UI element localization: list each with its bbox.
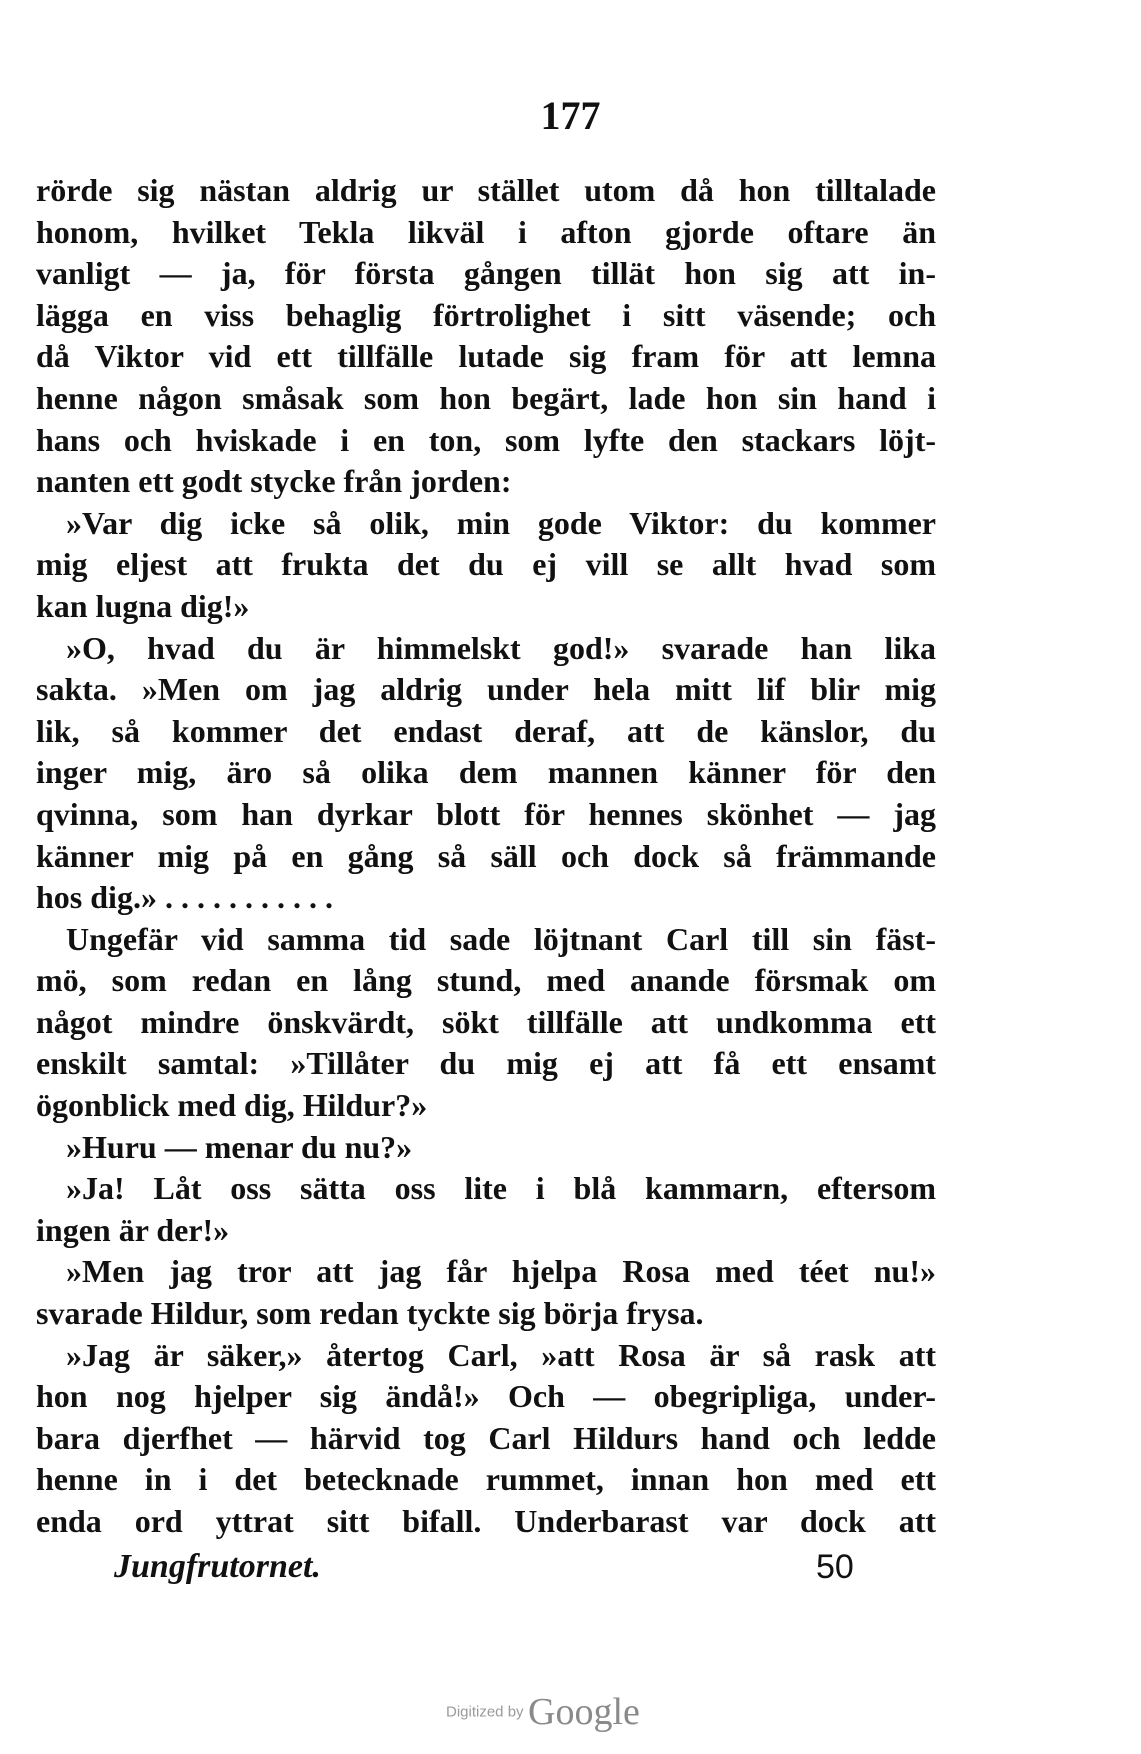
text-line: »Jag är säker,» återtog Carl, »att Rosa är så rask att <box>66 1336 936 1373</box>
text-line: något mindre önskvärdt, sökt tillfälle att undkomma ett <box>36 1003 936 1040</box>
text-line: hos dig.» . . . . . . . . . . . <box>36 879 333 916</box>
page-footer <box>36 1548 936 1598</box>
text-line: rörde sig nästan aldrig ur stället utom då hon tilltalade <box>36 172 936 208</box>
text-line: kan lugna dig!» <box>36 587 250 624</box>
text-line: svarade Hildur, som redan tyckte sig börja frysa. <box>36 1295 704 1332</box>
watermark-brand: Google <box>528 1691 640 1733</box>
signature-number: 50 <box>816 1548 854 1586</box>
text-line: då Viktor vid ett tillfälle lutade sig fram för att lemna <box>36 338 936 375</box>
text-line: »Var dig icke så olik, min gode Viktor: du kommer <box>66 504 936 541</box>
text-line: »Ja! Låt oss sätta oss lite i blå kammarn, eftersom <box>66 1170 936 1207</box>
text-line: Ungefär vid samma tid sade löjtnant Carl till sin fäst- <box>66 920 936 957</box>
text-line: ögonblick med dig, Hildur?» <box>36 1087 428 1124</box>
text-line: lägga en viss behaglig förtrolighet i sitt väsende; och <box>36 296 936 333</box>
text-line: henne någon småsak som hon begärt, lade hon sin hand i <box>36 379 936 416</box>
text-line: hon nog hjelper sig ändå!» Och — obegripliga, under- <box>36 1378 936 1415</box>
text-line: henne in i det betecknade rummet, innan hon med ett <box>36 1461 936 1498</box>
text-line: sakta. »Men om jag aldrig under hela mitt lif blir mig <box>36 671 936 708</box>
text-line: känner mig på en gång så säll och dock så främmande <box>36 837 936 874</box>
digitized-watermark <box>446 1690 640 1740</box>
text-line: lik, så kommer det endast deraf, att de känslor, du <box>36 712 936 749</box>
text-line: nanten ett godt stycke från jorden: <box>36 463 512 500</box>
text-line: hans och hviskade i en ton, som lyfte den stackars löjt- <box>36 421 936 458</box>
text-line: enda ord yttrat sitt bifall. Underbarast var dock att <box>36 1503 936 1539</box>
text-line: bara djerfhet — härvid tog Carl Hildurs hand och ledde <box>36 1419 936 1456</box>
text-line: honom, hvilket Tekla likväl i afton gjorde oftare än <box>36 213 936 250</box>
text-line: enskilt samtal: »Tillåter du mig ej att få ett ensamt <box>36 1045 936 1082</box>
text-line: ingen är der!» <box>36 1211 230 1248</box>
page-number: 177 <box>540 93 601 138</box>
text-line: »O, hvad du är himmelskt god!» svarade han lika <box>66 629 936 666</box>
body-text <box>36 170 936 1543</box>
text-line: mig eljest att frukta det du ej vill se allt hvad som <box>36 546 936 583</box>
text-line: inger mig, äro så olika dem mannen känner för den <box>36 754 936 791</box>
watermark-prefix: Digitized by <box>446 1703 524 1721</box>
text-line: mö, som redan en lång stund, med anande försmak om <box>36 962 936 999</box>
text-line: qvinna, som han dyrkar blott för hennes skönhet — jag <box>36 795 936 832</box>
text-line: vanligt — ja, för första gången tillät hon sig att in- <box>36 255 936 292</box>
text-line: »Huru — menar du nu?» <box>66 1128 413 1165</box>
signature-title: Jungfrutornet. <box>114 1548 321 1585</box>
text-line: »Men jag tror att jag får hjelpa Rosa med téet nu!» <box>66 1253 936 1290</box>
